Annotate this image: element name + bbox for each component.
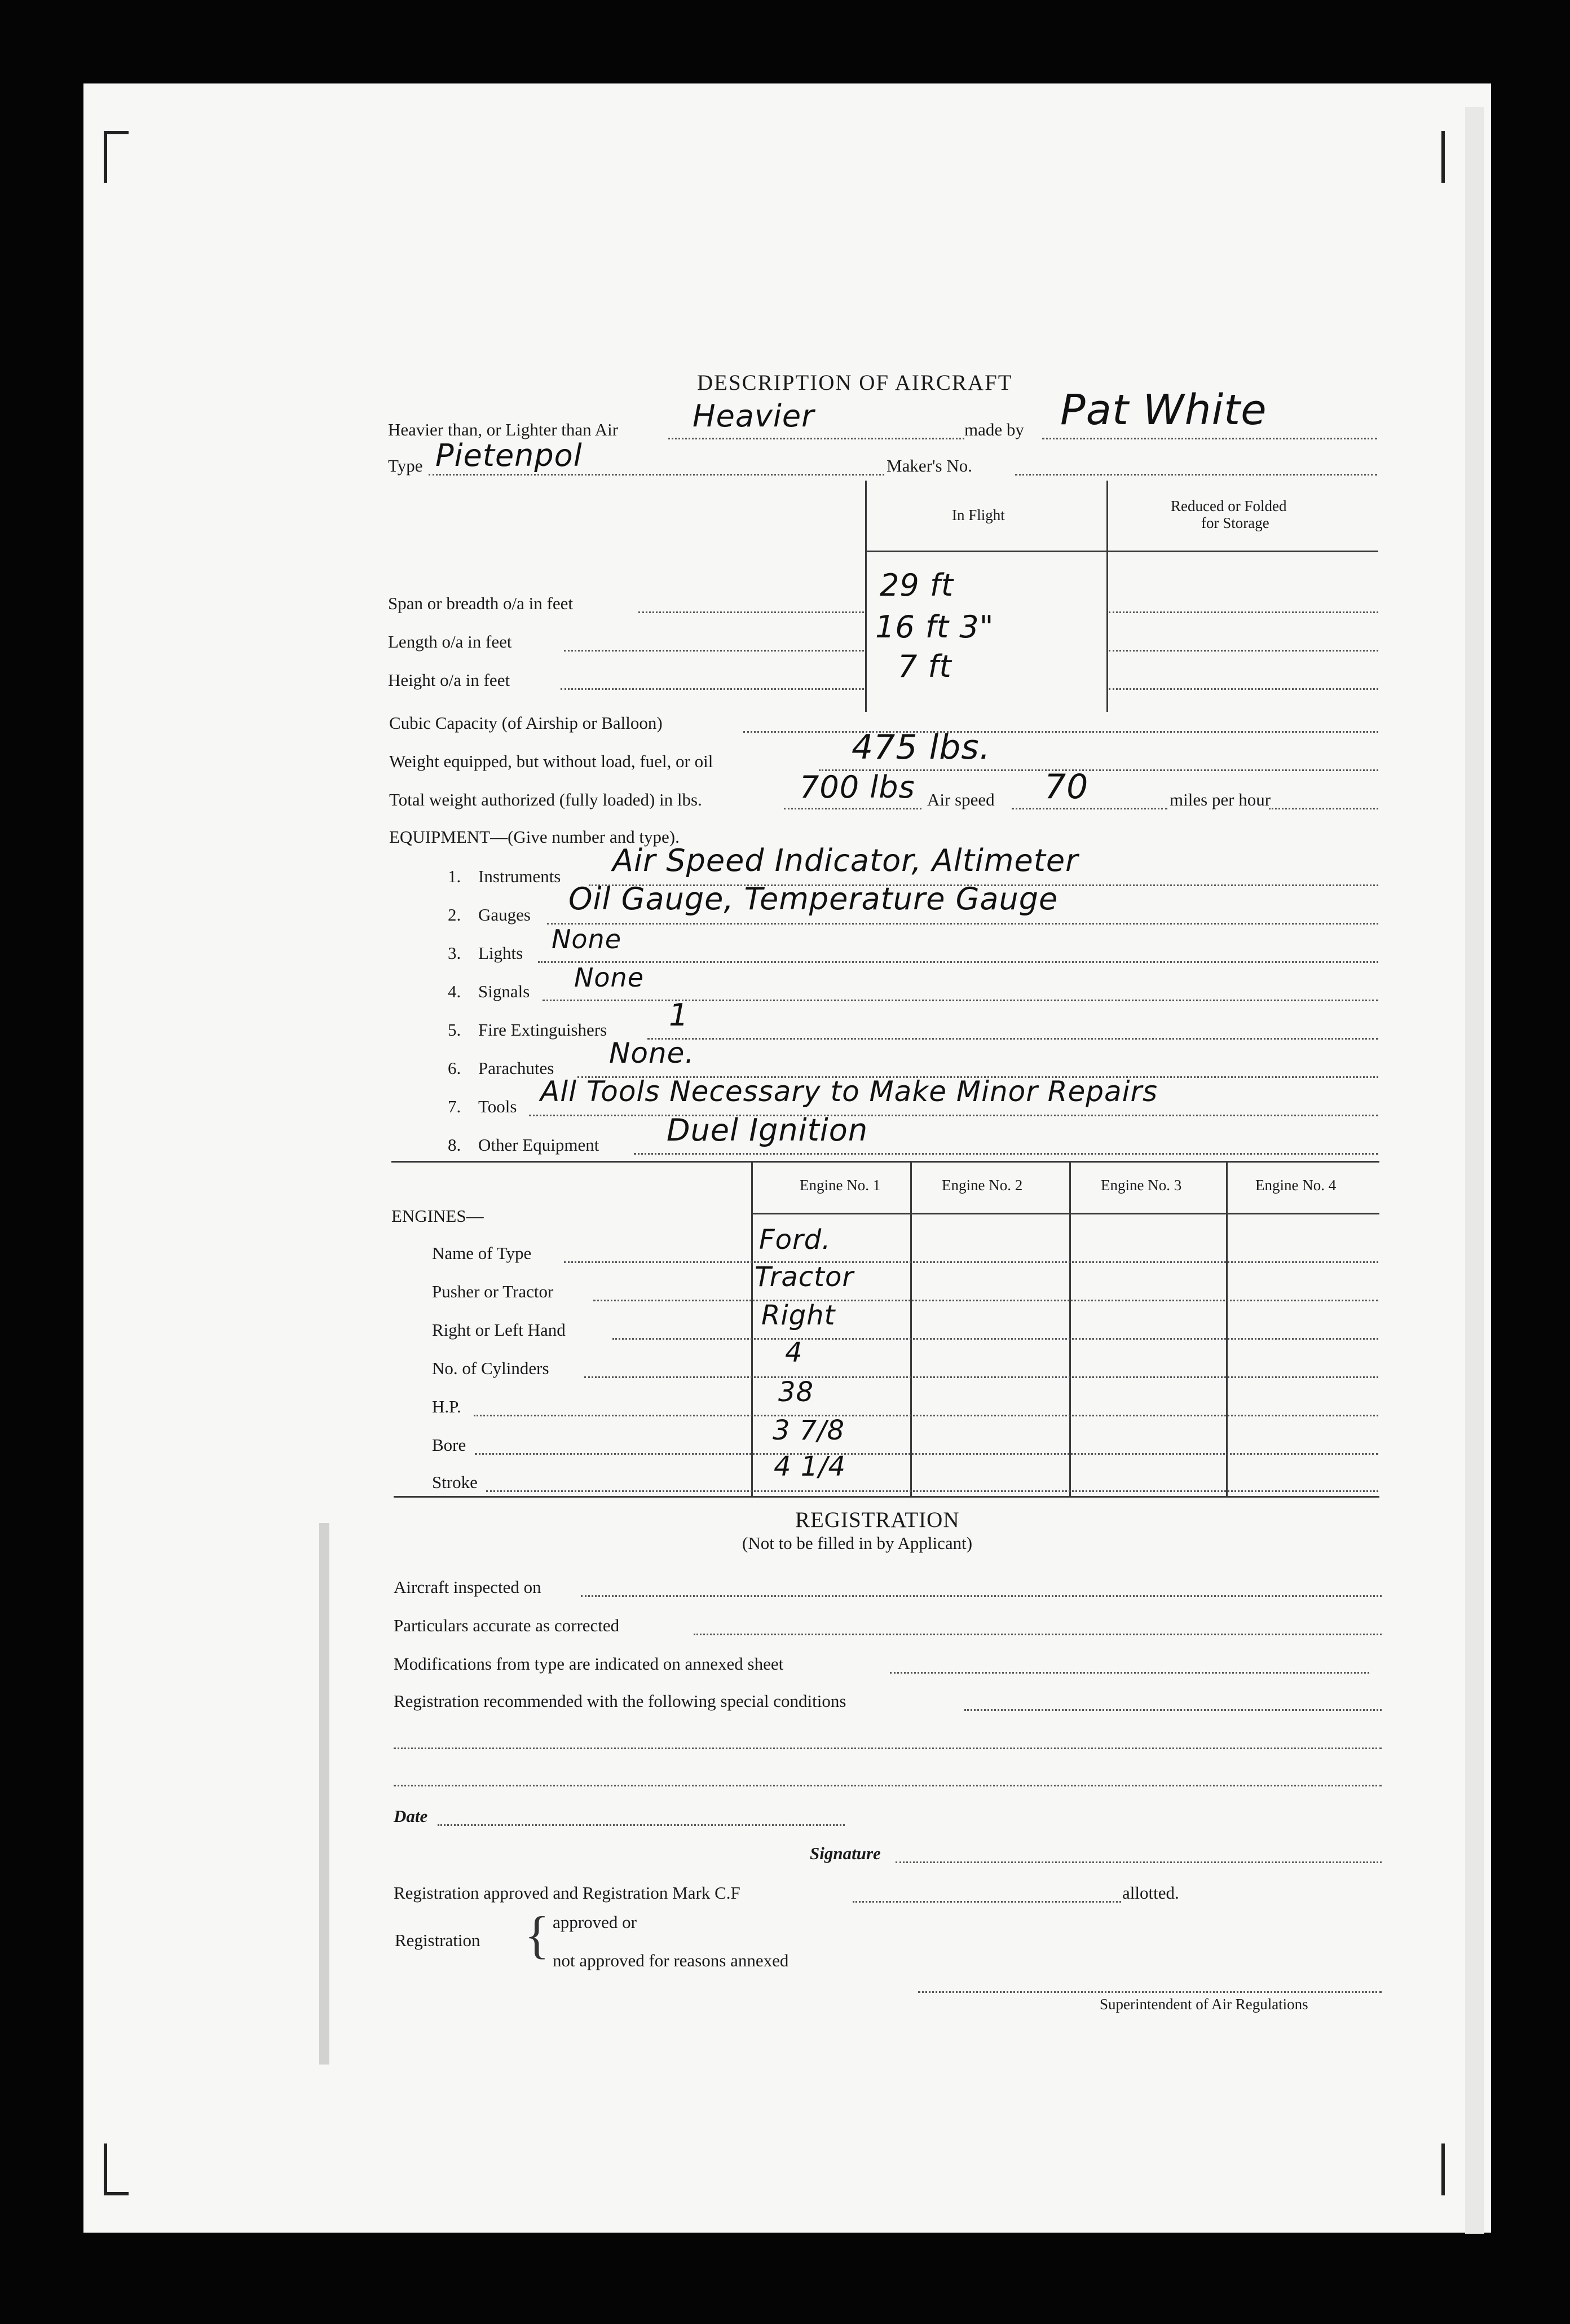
dim-col-rule bbox=[1106, 481, 1108, 712]
engine-row-value: Ford. bbox=[759, 1224, 831, 1256]
equipment-value: 1 bbox=[669, 997, 689, 1033]
total-weight-value: 700 lbs bbox=[800, 769, 915, 805]
weight-value: 475 lbs. bbox=[852, 728, 991, 767]
recommended-line bbox=[964, 1709, 1382, 1711]
equipment-num: 2. bbox=[448, 905, 461, 925]
date-line bbox=[438, 1824, 845, 1826]
equipment-value: Air Speed Indicator, Altimeter bbox=[612, 843, 1079, 878]
engine-row-label: Pusher or Tractor bbox=[432, 1282, 554, 1301]
equipment-num: 7. bbox=[448, 1097, 461, 1116]
total-weight-line bbox=[784, 808, 921, 809]
page-edge bbox=[1465, 107, 1484, 2234]
inspected-line bbox=[581, 1595, 1382, 1597]
modifications-label: Modifications from type are indicated on annexed sheet bbox=[394, 1654, 784, 1674]
span-label: Span or breadth o/a in feet bbox=[388, 593, 573, 613]
heavier-line bbox=[668, 438, 964, 439]
engine-col-rule bbox=[1069, 1161, 1071, 1497]
form-title: DESCRIPTION OF AIRCRAFT bbox=[697, 371, 1013, 395]
col-in-flight: In Flight bbox=[952, 507, 1005, 523]
approved-mark-label: Registration approved and Registration Mark C.F bbox=[394, 1883, 740, 1903]
span-storage-line bbox=[1109, 611, 1378, 613]
equipment-value: Duel Ignition bbox=[667, 1112, 868, 1148]
equipment-num: 6. bbox=[448, 1058, 461, 1078]
equipment-label: Gauges bbox=[478, 905, 531, 925]
engine-row-label: Bore bbox=[432, 1435, 466, 1455]
engine-row-label: Right or Left Hand bbox=[432, 1320, 566, 1340]
conditions-line bbox=[394, 1785, 1382, 1786]
equipment-value: None bbox=[552, 924, 622, 954]
registration-label: Registration bbox=[395, 1930, 480, 1950]
engine-row-line bbox=[612, 1338, 1378, 1340]
height-line bbox=[561, 688, 864, 690]
engine-row-label: H.P. bbox=[432, 1397, 461, 1416]
engines-bottom-rule bbox=[394, 1496, 1379, 1498]
weight-label: Weight equipped, but without load, fuel, or oil bbox=[389, 751, 713, 771]
engine-row-line bbox=[474, 1415, 1378, 1416]
engine-row-label: No. of Cylinders bbox=[432, 1358, 549, 1378]
not-approved-label: not approved for reasons annexed bbox=[553, 1951, 789, 1970]
equipment-line bbox=[634, 1153, 1378, 1155]
engine-col-2: Engine No. 2 bbox=[942, 1177, 1023, 1194]
superintendent-label: Superintendent of Air Regulations bbox=[1100, 1996, 1308, 2013]
span-value: 29 ft bbox=[880, 567, 954, 603]
crop-mark bbox=[104, 131, 129, 134]
crop-mark bbox=[1441, 2143, 1445, 2195]
length-storage-line bbox=[1109, 650, 1378, 652]
length-label: Length o/a in feet bbox=[388, 632, 512, 652]
engine-row-line bbox=[593, 1300, 1378, 1301]
engine-row-value: Right bbox=[761, 1300, 836, 1331]
equipment-value: All Tools Necessary to Make Minor Repairs bbox=[540, 1075, 1158, 1108]
equipment-num: 5. bbox=[448, 1020, 461, 1040]
heavier-value: Heavier bbox=[693, 398, 815, 434]
engine-row-value: Tractor bbox=[755, 1261, 854, 1293]
equipment-heading: EQUIPMENT—(Give number and type). bbox=[389, 827, 680, 847]
engine-row-line bbox=[584, 1376, 1378, 1378]
mph-label: miles per hour bbox=[1170, 790, 1271, 809]
equipment-label: Other Equipment bbox=[478, 1135, 599, 1155]
engine-row-value: 38 bbox=[778, 1376, 814, 1408]
binding-shadow bbox=[319, 1523, 329, 2065]
engine-row-line bbox=[475, 1453, 1378, 1455]
airspeed-value: 70 bbox=[1044, 767, 1089, 807]
crop-mark bbox=[104, 2143, 107, 2195]
cubic-label: Cubic Capacity (of Airship or Balloon) bbox=[389, 713, 663, 733]
crop-mark bbox=[104, 131, 107, 183]
height-value: 7 ft bbox=[898, 649, 952, 684]
type-label: Type bbox=[388, 456, 423, 476]
engine-row-value: 3 7/8 bbox=[773, 1415, 845, 1446]
engine-row-line bbox=[564, 1261, 1378, 1263]
crop-mark bbox=[104, 2192, 129, 2195]
makers-no-line bbox=[1015, 474, 1377, 476]
equipment-value: Oil Gauge, Temperature Gauge bbox=[568, 881, 1059, 917]
col-reduced-1: Reduced or Folded bbox=[1171, 498, 1287, 514]
equipment-label: Parachutes bbox=[478, 1058, 554, 1078]
engine-col-rule bbox=[751, 1161, 753, 1497]
type-line bbox=[429, 474, 884, 476]
signature-line bbox=[896, 1861, 1382, 1863]
equipment-line bbox=[538, 961, 1378, 963]
equipment-label: Tools bbox=[478, 1097, 517, 1116]
registration-heading: REGISTRATION bbox=[795, 1508, 960, 1532]
height-storage-line bbox=[1109, 688, 1378, 690]
dim-col-rule bbox=[865, 481, 867, 712]
signature-label: Signature bbox=[810, 1843, 881, 1863]
equipment-line bbox=[543, 1000, 1378, 1001]
airspeed-label: Air speed bbox=[927, 790, 995, 809]
recommended-label: Registration recommended with the following special conditions bbox=[394, 1691, 846, 1711]
engines-heading: ENGINES— bbox=[391, 1206, 484, 1226]
airspeed-line bbox=[1012, 808, 1167, 809]
mph-line bbox=[1269, 808, 1378, 809]
crop-mark bbox=[1441, 131, 1445, 183]
length-value: 16 ft 3" bbox=[875, 609, 994, 645]
date-label: Date bbox=[394, 1806, 428, 1826]
dim-header-rule bbox=[865, 551, 1378, 552]
particulars-label: Particulars accurate as corrected bbox=[394, 1616, 620, 1635]
made-by-line bbox=[1042, 438, 1377, 439]
equipment-num: 1. bbox=[448, 866, 461, 886]
made-by-value: Pat White bbox=[1060, 386, 1267, 434]
approved-or-label: approved or bbox=[553, 1912, 637, 1932]
equipment-value: None bbox=[574, 962, 645, 993]
reasons-line bbox=[918, 1991, 1382, 1993]
equipment-num: 4. bbox=[448, 981, 461, 1001]
equipment-line bbox=[547, 923, 1378, 925]
brace-icon: { bbox=[524, 1906, 550, 1964]
engine-col-4: Engine No. 4 bbox=[1255, 1177, 1337, 1194]
height-label: Height o/a in feet bbox=[388, 670, 510, 690]
equipment-label: Lights bbox=[478, 943, 523, 963]
engine-col-3: Engine No. 3 bbox=[1101, 1177, 1182, 1194]
engine-row-label: Stroke bbox=[432, 1472, 478, 1492]
engine-row-line bbox=[486, 1490, 1378, 1492]
made-by-label: made by bbox=[964, 420, 1024, 439]
conditions-line bbox=[394, 1748, 1382, 1749]
engine-row-label: Name of Type bbox=[432, 1243, 532, 1263]
engine-row-value: 4 bbox=[785, 1337, 803, 1368]
engine-col-rule bbox=[910, 1161, 912, 1497]
equipment-line bbox=[647, 1038, 1378, 1040]
engine-col-rule bbox=[1226, 1161, 1228, 1497]
inspected-label: Aircraft inspected on bbox=[394, 1577, 541, 1597]
equipment-value: None. bbox=[609, 1037, 695, 1069]
allotted-label: allotted. bbox=[1122, 1883, 1179, 1903]
length-line bbox=[564, 650, 864, 652]
equipment-label: Fire Extinguishers bbox=[478, 1020, 607, 1040]
modifications-line bbox=[890, 1672, 1369, 1674]
equipment-num: 3. bbox=[448, 943, 461, 963]
span-line bbox=[638, 611, 864, 613]
cubic-line bbox=[743, 731, 1378, 733]
equipment-line bbox=[529, 1115, 1378, 1116]
equipment-num: 8. bbox=[448, 1135, 461, 1155]
engine-row-value: 4 1/4 bbox=[774, 1451, 846, 1482]
mark-line bbox=[853, 1901, 1121, 1903]
total-weight-label: Total weight authorized (fully loaded) in lbs. bbox=[389, 790, 702, 809]
makers-no-label: Maker's No. bbox=[887, 456, 972, 476]
engine-col-1: Engine No. 1 bbox=[800, 1177, 881, 1194]
equipment-label: Instruments bbox=[478, 866, 561, 886]
equipment-label: Signals bbox=[478, 981, 530, 1001]
engines-header-rule bbox=[751, 1213, 1379, 1214]
registration-subheading: (Not to be filled in by Applicant) bbox=[742, 1533, 973, 1553]
col-reduced-2: for Storage bbox=[1201, 514, 1269, 531]
engines-top-rule bbox=[391, 1161, 1379, 1163]
heavier-label: Heavier than, or Lighter than Air bbox=[388, 420, 619, 439]
particulars-line bbox=[694, 1634, 1382, 1635]
type-value: Pietenpol bbox=[435, 438, 583, 473]
